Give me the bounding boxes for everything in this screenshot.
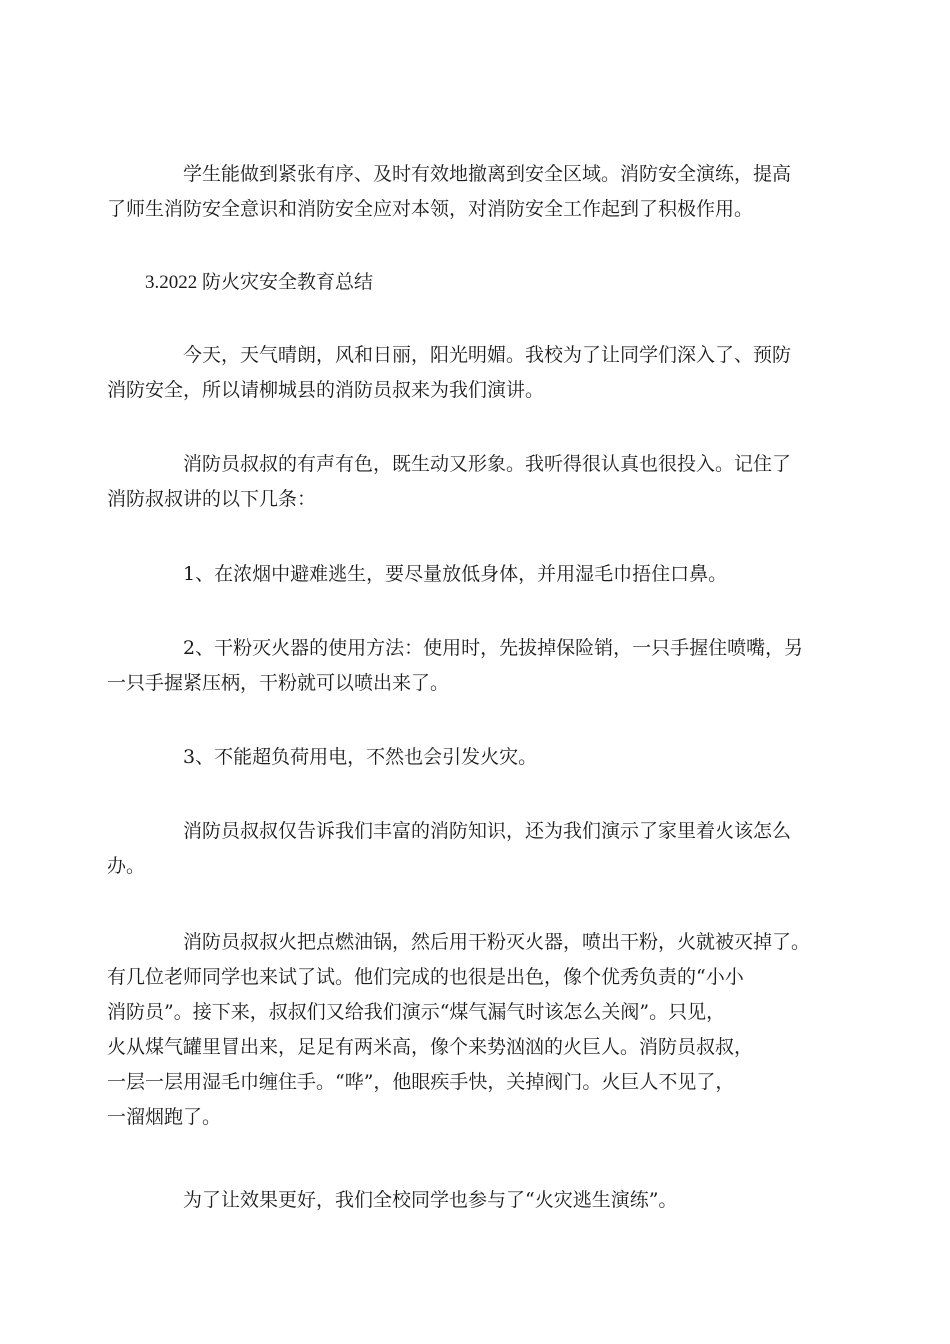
list-item-1: [145, 557, 835, 592]
text-line: 办。: [107, 855, 146, 877]
text-line: 消防员”。接下来，叔叔们又给我们演示“煤气漏气时该怎么关阀”。只见，: [107, 1001, 726, 1023]
text-line: 一层一层用湿毛巾缠住手。“哗”，他眼疾手快，关掉阀门。火巨人不见了，: [107, 1071, 735, 1093]
text-line: 学生能做到紧张有序、及时有效地撤离到安全区域。消防安全演练，提高: [183, 163, 792, 185]
text-line: 消防员叔叔仅告诉我们丰富的消防知识，还为我们演示了家里着火该怎么: [183, 820, 792, 842]
paragraph-fire-demo: [107, 925, 835, 1135]
list-item-3: [145, 740, 835, 775]
section-heading: 3.2022 防火灾安全教育总结: [145, 272, 374, 293]
list-item-2: [107, 631, 835, 701]
paragraph-demo: [107, 814, 835, 884]
text-line: 消防叔叔讲的以下几条：: [107, 488, 317, 510]
text-line: 有几位老师同学也来试了试。他们完成的也很是出色，像个优秀负责的“小小: [107, 966, 744, 988]
text-line: 3、不能超负荷用电，不然也会引发火灾。: [183, 746, 538, 768]
paragraph-intro: [107, 338, 835, 408]
text-line: 为了让效果更好，我们全校同学也参与了“火灾逃生演练”。: [183, 1189, 678, 1211]
paragraph-drill: [145, 1183, 835, 1218]
text-line: 一溜烟跑了。: [107, 1106, 222, 1128]
text-line: 消防安全，所以请柳城县的消防员叔来为我们演讲。: [107, 379, 545, 401]
paragraph-speech: [107, 447, 835, 517]
text-line: 1、在浓烟中避难逃生，要尽量放低身体，并用湿毛巾捂住口鼻。: [183, 563, 728, 585]
text-line: 今天，天气晴朗，风和日丽，阳光明媚。我校为了让同学们深入了、预防: [183, 344, 792, 366]
paragraph-drill-result: [107, 157, 835, 227]
text-line: 消防员叔叔的有声有色，既生动又形象。我听得很认真也很投入。记住了: [183, 453, 792, 475]
text-line: 一只手握紧压柄，干粉就可以喷出来了。: [107, 672, 450, 694]
text-line: 消防员叔叔火把点燃油锅，然后用干粉灭火器，喷出干粉，火就被灭掉了。: [183, 931, 811, 953]
text-line: 火从煤气罐里冒出来，足足有两米高，像个来势汹汹的火巨人。消防员叔叔，: [107, 1036, 754, 1058]
text-line: 2、干粉灭火器的使用方法：使用时，先拔掉保险销，一只手握住喷嘴，另: [183, 637, 804, 659]
text-line: 了师生消防安全意识和消防安全应对本领，对消防安全工作起到了积极作用。: [107, 198, 754, 220]
